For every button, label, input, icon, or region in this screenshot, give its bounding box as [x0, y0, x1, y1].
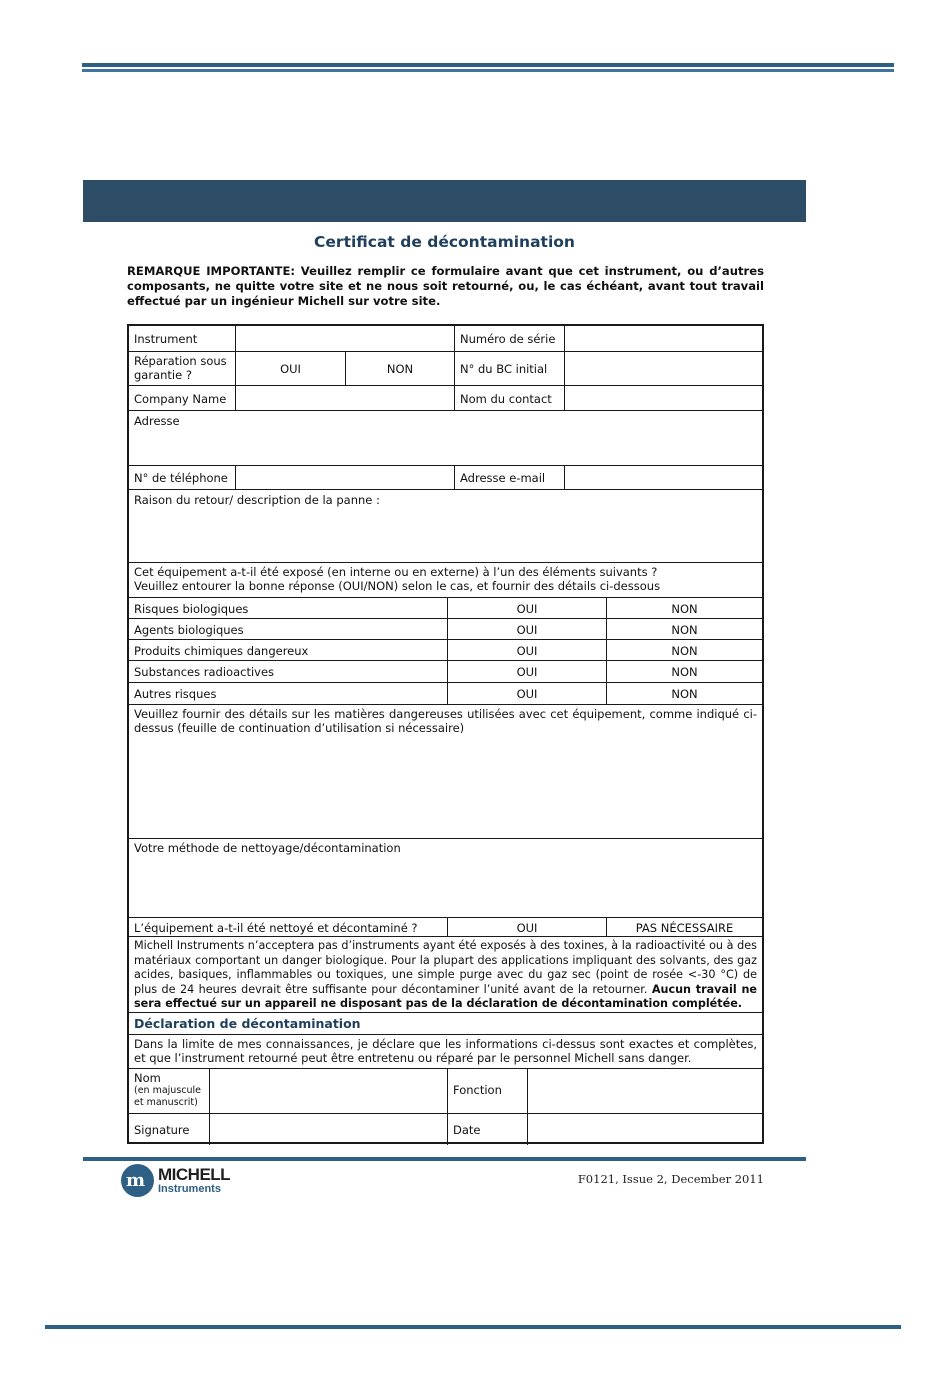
row-phone — [129, 465, 762, 490]
phone-field[interactable] — [235, 466, 454, 490]
logo-subtitle: Instruments — [158, 1183, 221, 1195]
signature-label: Signature — [134, 1122, 190, 1137]
serial-label: Numéro de série — [454, 326, 564, 351]
row-declaration-heading — [129, 1012, 762, 1035]
instrument-field[interactable] — [235, 326, 454, 351]
date-label: Date — [447, 1114, 527, 1145]
hazard-yes-option[interactable]: OUI — [447, 640, 606, 661]
policy-text-body: Michell Instruments n’acceptera pas d’instruments ayant été exposés à des toxines, à la radioactivité ou à des matériaux comportant un danger biologique. Pour la plupart des applications impliquant des solvants, des gaz acides, basiques, inflammables ou toxiques, une simple purge avec du gaz sec (point de rosée <-30 °C) de plus de 24 heures devrait être suffisante pour décontaminer l’unité avant de la retourner. — [134, 939, 757, 996]
instrument-label: Instrument — [134, 331, 198, 346]
logo-name: MICHELL — [158, 1165, 231, 1184]
hazard-label: Risques biologiques — [134, 601, 249, 616]
email-label: Adresse e-mail — [454, 466, 564, 490]
row-policy — [129, 936, 762, 1013]
warranty-label: Réparation sous garantie ? — [134, 354, 227, 382]
hazard-yes-option[interactable]: OUI — [447, 683, 606, 705]
hazard-yes-option[interactable]: OUI — [447, 619, 606, 640]
function-field[interactable] — [527, 1069, 762, 1114]
header-banner — [83, 180, 806, 222]
declaration-text: Dans la limite de mes connaissances, je déclare que les informations ci-dessus sont exactes et complètes, et que l’instrument retourné peut être entretenu ou réparé par le personnel Michell sans danger. — [134, 1037, 757, 1065]
exposure-question — [129, 563, 762, 598]
row-instrument — [129, 326, 762, 351]
name-label: Nom — [134, 1071, 161, 1085]
po-label: N° du BC initial — [454, 352, 564, 386]
reason-label: Raison du retour/ description de la panne : — [134, 493, 380, 507]
top-rule — [82, 63, 894, 67]
company-field[interactable] — [235, 386, 454, 411]
contact-field[interactable] — [564, 386, 762, 411]
email-field[interactable] — [564, 466, 762, 490]
hazard-no-option[interactable]: NON — [606, 598, 762, 619]
row-cleaning-method[interactable] — [129, 838, 762, 918]
row-address[interactable] — [129, 410, 762, 466]
address-label: Adresse — [134, 414, 180, 428]
row-details[interactable] — [129, 704, 762, 839]
name-field[interactable] — [209, 1069, 447, 1114]
row-exposure-question — [129, 562, 762, 598]
policy-text — [129, 937, 762, 1013]
hazard-label: Substances radioactives — [134, 665, 275, 679]
signature-field[interactable] — [209, 1114, 447, 1145]
row-signature — [129, 1113, 762, 1145]
serial-field[interactable] — [564, 326, 762, 351]
hazard-label: Autres risques — [134, 687, 217, 701]
hazard-yes-option[interactable]: OUI — [447, 598, 606, 619]
hazard-row — [129, 597, 762, 619]
date-field[interactable] — [527, 1114, 762, 1145]
cleaned-yes-option[interactable]: OUI — [447, 918, 606, 937]
exposure-hint-text: Veuillez entourer la bonne réponse (OUI/NON) selon le cas, et fournir des détails ci-dessous — [134, 579, 661, 593]
document-title: Certificat de décontamination — [314, 233, 575, 251]
cleaning-label: Votre méthode de nettoyage/décontamination — [134, 841, 401, 855]
hazard-label: Agents biologiques — [134, 622, 244, 637]
logo-mark-icon: m — [121, 1164, 154, 1197]
details-label: Veuillez fournir des détails sur les matières dangereuses utilisées avec cet équipement, comme indiqué ci-dessus (feuille de continuation d’utilisation si nécessaire) — [134, 707, 757, 735]
cleaned-not-needed-option[interactable]: PAS NÉCESSAIRE — [606, 918, 762, 937]
hazard-row — [129, 618, 762, 640]
hazard-no-option[interactable]: NON — [606, 661, 762, 683]
hazard-row — [129, 682, 762, 705]
contact-label: Nom du contact — [454, 386, 564, 411]
row-warranty — [129, 351, 762, 386]
top-rule-secondary — [82, 69, 894, 72]
footer-rule — [83, 1157, 806, 1161]
company-label: Company Name — [134, 391, 227, 406]
form-reference: F0121, Issue 2, December 2011 — [577, 1172, 764, 1186]
bottom-rule — [45, 1325, 901, 1329]
hazard-no-option[interactable]: NON — [606, 683, 762, 705]
hazard-label: Produits chimiques dangereux — [134, 643, 309, 658]
decontamination-form — [127, 324, 764, 1144]
hazard-no-option[interactable]: NON — [606, 640, 762, 661]
row-cleaned — [129, 917, 762, 937]
function-label: Fonction — [447, 1069, 527, 1114]
hazard-row — [129, 660, 762, 683]
row-company — [129, 385, 762, 411]
declaration-heading: Déclaration de décontamination — [134, 1016, 361, 1031]
michell-logo — [121, 1164, 271, 1200]
important-notice: REMARQUE IMPORTANTE: Veuillez remplir ce formulaire avant que cet instrument, ou d’autres composants, ne quitte votre site et ne nous soit retourné, ou, le cas échéant, avant tout travail effectué par un ingénieur Michell sur votre site. — [127, 264, 764, 308]
hazard-no-option[interactable]: NON — [606, 619, 762, 640]
warranty-yes-option[interactable]: OUI — [235, 352, 345, 386]
row-name — [129, 1068, 762, 1114]
hazard-yes-option[interactable]: OUI — [447, 661, 606, 683]
warranty-no-option[interactable]: NON — [345, 352, 454, 386]
row-reason[interactable] — [129, 489, 762, 563]
exposure-question-text: Cet équipement a-t-il été exposé (en interne ou en externe) à l’un des éléments suivants ? — [134, 565, 658, 579]
name-label-cell — [129, 1069, 209, 1114]
name-hint: (en majuscule et manuscrit) — [134, 1085, 202, 1108]
policy-text-bold: Aucun travail ne sera effectué sur un appareil ne disposant pas de la déclaration de décontamination complétée. — [134, 982, 758, 1010]
po-field[interactable] — [564, 352, 762, 386]
phone-label: N° de téléphone — [134, 471, 228, 485]
cleaned-question: L’équipement a-t-il été nettoyé et décontaminé ? — [134, 920, 418, 935]
row-declaration-text — [129, 1034, 762, 1069]
hazard-row — [129, 639, 762, 661]
